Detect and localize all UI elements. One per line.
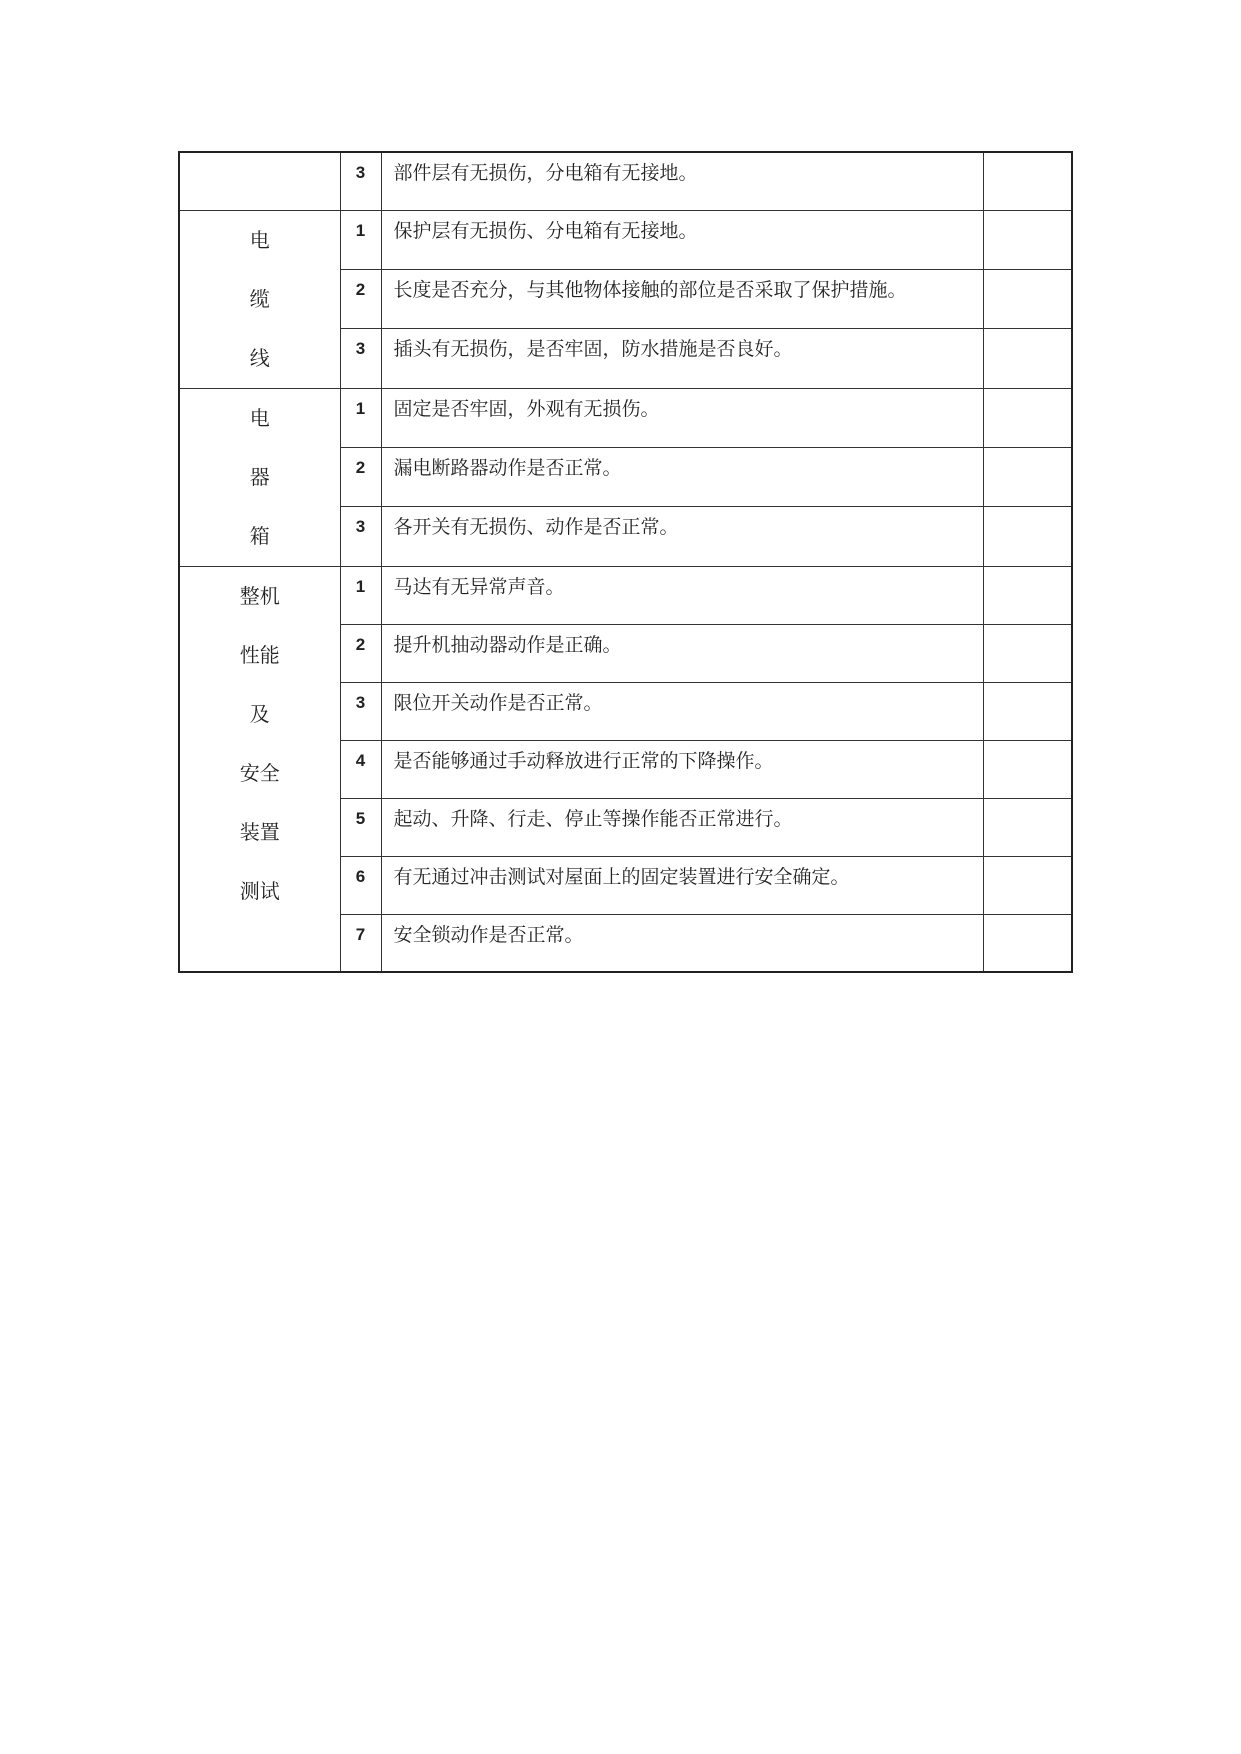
category-label-line: 器	[249, 464, 270, 489]
result-cell[interactable]	[983, 624, 1072, 682]
item-number: 3	[340, 507, 381, 566]
category-cell	[179, 210, 340, 388]
item-description: 固定是否牢固，外观有无损伤。	[381, 388, 983, 447]
result-cell[interactable]	[983, 856, 1072, 914]
result-cell[interactable]	[983, 507, 1072, 566]
inspection-checklist-table	[178, 151, 1073, 973]
result-cell[interactable]	[983, 740, 1072, 798]
item-number: 3	[340, 329, 381, 388]
item-number: 1	[340, 388, 381, 447]
item-number: 6	[340, 856, 381, 914]
category-label-line: 整机	[239, 583, 280, 608]
result-cell[interactable]	[983, 388, 1072, 447]
item-number: 1	[340, 566, 381, 624]
category-label-line: 装置	[239, 819, 280, 844]
category-label-line: 缆	[249, 286, 270, 311]
item-description: 插头有无损伤，是否牢固，防水措施是否良好。	[381, 329, 983, 388]
item-number: 1	[340, 210, 381, 269]
category-cell	[179, 388, 340, 566]
item-description: 马达有无异常声音。	[381, 566, 983, 624]
item-description: 限位开关动作是否正常。	[381, 682, 983, 740]
item-number: 4	[340, 740, 381, 798]
category-label-line: 电	[249, 405, 270, 430]
result-cell[interactable]	[983, 329, 1072, 388]
item-description: 漏电断路器动作是否正常。	[381, 447, 983, 506]
item-number: 2	[340, 269, 381, 328]
item-number: 7	[340, 914, 381, 972]
category-cell	[179, 152, 340, 210]
item-description: 是否能够通过手动释放进行正常的下降操作。	[381, 740, 983, 798]
item-number: 2	[340, 447, 381, 506]
result-cell[interactable]	[983, 210, 1072, 269]
category-label-line: 及	[249, 701, 270, 726]
result-cell[interactable]	[983, 566, 1072, 624]
item-description: 长度是否充分，与其他物体接触的部位是否采取了保护措施。	[381, 269, 983, 328]
table-row	[179, 388, 1072, 447]
item-description: 保护层有无损伤、分电箱有无接地。	[381, 210, 983, 269]
table-row	[179, 152, 1072, 210]
result-cell[interactable]	[983, 447, 1072, 506]
item-number: 3	[340, 152, 381, 210]
category-label-line: 测试	[239, 878, 280, 903]
category-label-line: 安全	[239, 760, 280, 785]
table-row	[179, 566, 1072, 624]
item-number: 3	[340, 682, 381, 740]
category-label-line: 电	[249, 227, 270, 252]
table-row	[179, 210, 1072, 269]
item-description: 有无通过冲击测试对屋面上的固定装置进行安全确定。	[381, 856, 983, 914]
item-number: 2	[340, 624, 381, 682]
item-description: 起动、升降、行走、停止等操作能否正常进行。	[381, 798, 983, 856]
item-number: 5	[340, 798, 381, 856]
item-description: 部件层有无损伤，分电箱有无接地。	[381, 152, 983, 210]
result-cell[interactable]	[983, 798, 1072, 856]
result-cell[interactable]	[983, 269, 1072, 328]
item-description: 各开关有无损伤、动作是否正常。	[381, 507, 983, 566]
item-description: 提升机抽动器动作是正确。	[381, 624, 983, 682]
result-cell[interactable]	[983, 682, 1072, 740]
checklist-body	[179, 152, 1072, 972]
category-label-line: 性能	[239, 642, 280, 667]
category-cell	[179, 566, 340, 972]
item-description: 安全锁动作是否正常。	[381, 914, 983, 972]
category-label-line: 线	[249, 345, 270, 370]
result-cell[interactable]	[983, 914, 1072, 972]
result-cell[interactable]	[983, 152, 1072, 210]
category-label-line: 箱	[249, 523, 270, 548]
